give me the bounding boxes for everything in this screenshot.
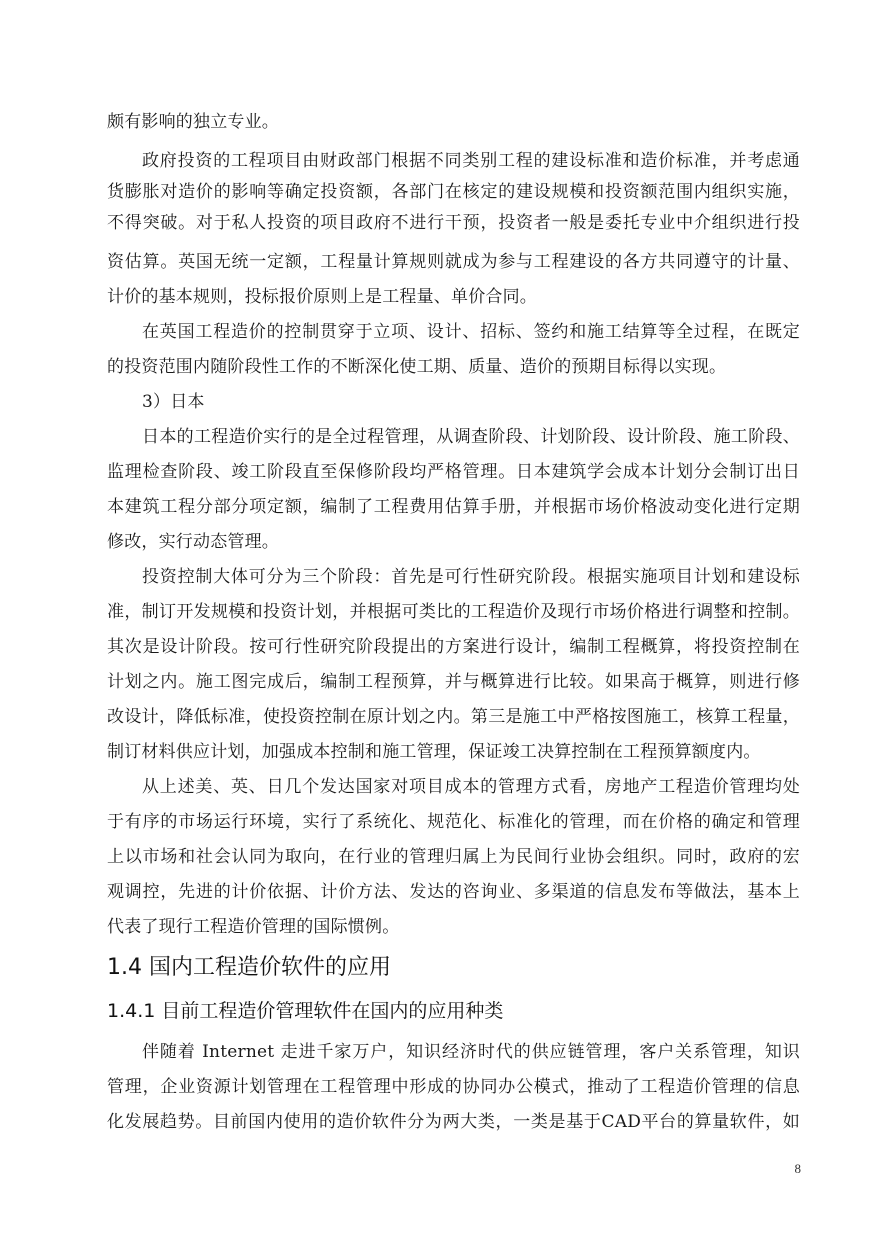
- subsection-heading: 1.4.1 目前工程造价管理软件在国内的应用种类: [107, 1000, 504, 1022]
- body-line: 监理检查阶段、竣工阶段直至保修阶段均严格管理。日本建筑学会成本计划分会制订出日: [107, 462, 800, 482]
- body-line: 货膨胀对造价的影响等确定投资额，各部门在核定的建设规模和投资额范围内组织实施，: [107, 182, 800, 202]
- body-line: 资估算。英国无统一定额，工程量计算规则就成为参与工程建设的各方共同遵守的计量、: [107, 252, 800, 272]
- body-line: 上以市场和社会认同为取向，在行业的管理归属上为民间行业协会组织。同时，政府的宏: [107, 847, 800, 867]
- body-line: 代表了现行工程造价管理的国际惯例。: [107, 917, 400, 937]
- page-number: 8: [794, 1161, 801, 1176]
- body-line: 于有序的市场运行环境，实行了系统化、规范化、标准化的管理，而在价格的确定和管理: [107, 812, 800, 832]
- body-line: 其次是设计阶段。按可行性研究阶段提出的方案进行设计，编制工程概算，将投资控制在: [107, 637, 800, 657]
- body-line: 观调控，先进的计价依据、计价方法、发达的咨询业、多渠道的信息发布等做法，基本上: [107, 882, 800, 902]
- body-line: 在英国工程造价的控制贯穿于立项、设计、招标、签约和施工结算等全过程，在既定: [142, 322, 800, 342]
- section-heading: 1.4 国内工程造价软件的应用: [107, 955, 391, 980]
- body-line: 的投资范围内随阶段性工作的不断深化使工期、质量、造价的预期目标得以实现。: [107, 357, 727, 377]
- body-line: 日本的工程造价实行的是全过程管理，从调查阶段、计划阶段、设计阶段、施工阶段、: [142, 427, 800, 447]
- body-line: 制订材料供应计划，加强成本控制和施工管理，保证竣工决算控制在工程预算额度内。: [107, 742, 761, 762]
- body-line: 改设计，降低标准，使投资控制在原计划之内。第三是施工中严格按图施工，核算工程量，: [107, 707, 800, 727]
- body-line: 伴随着 Internet 走进千家万户，知识经济时代的供应链管理，客户关系管理，知识: [142, 1042, 800, 1062]
- body-line: 本建筑工程分部分项定额，编制了工程费用估算手册，并根据市场价格波动变化进行定期: [107, 497, 800, 517]
- body-line: 计价的基本规则，投标报价原则上是工程量、单价合同。: [107, 287, 537, 307]
- body-line: 政府投资的工程项目由财政部门根据不同类别工程的建设标准和造价标准，并考虑通: [142, 151, 800, 171]
- body-line: 颇有影响的独立专业。: [107, 112, 279, 132]
- body-line: 不得突破。对于私人投资的项目政府不进行干预，投资者一般是委托专业中介组织进行投: [107, 213, 800, 233]
- body-line: 投资控制大体可分为三个阶段：首先是可行性研究阶段。根据实施项目计划和建设标: [142, 567, 800, 587]
- body-line: 从上述美、英、日几个发达国家对项目成本的管理方式看，房地产工程造价管理均处: [142, 777, 800, 797]
- body-line: 计划之内。施工图完成后，编制工程预算，并与概算进行比较。如果高于概算，则进行修: [107, 672, 800, 692]
- body-line: 化发展趋势。目前国内使用的造价软件分为两大类，一类是基于CAD平台的算量软件，如: [107, 1112, 800, 1132]
- body-line: 准，制订开发规模和投资计划，并根据可类比的工程造价及现行市场价格进行调整和控制。: [107, 602, 800, 622]
- list-heading-japan: 3）日本: [142, 392, 205, 412]
- body-line: 管理，企业资源计划管理在工程管理中形成的协同办公模式，推动了工程造价管理的信息: [107, 1077, 800, 1097]
- body-line: 修改，实行动态管理。: [107, 532, 279, 552]
